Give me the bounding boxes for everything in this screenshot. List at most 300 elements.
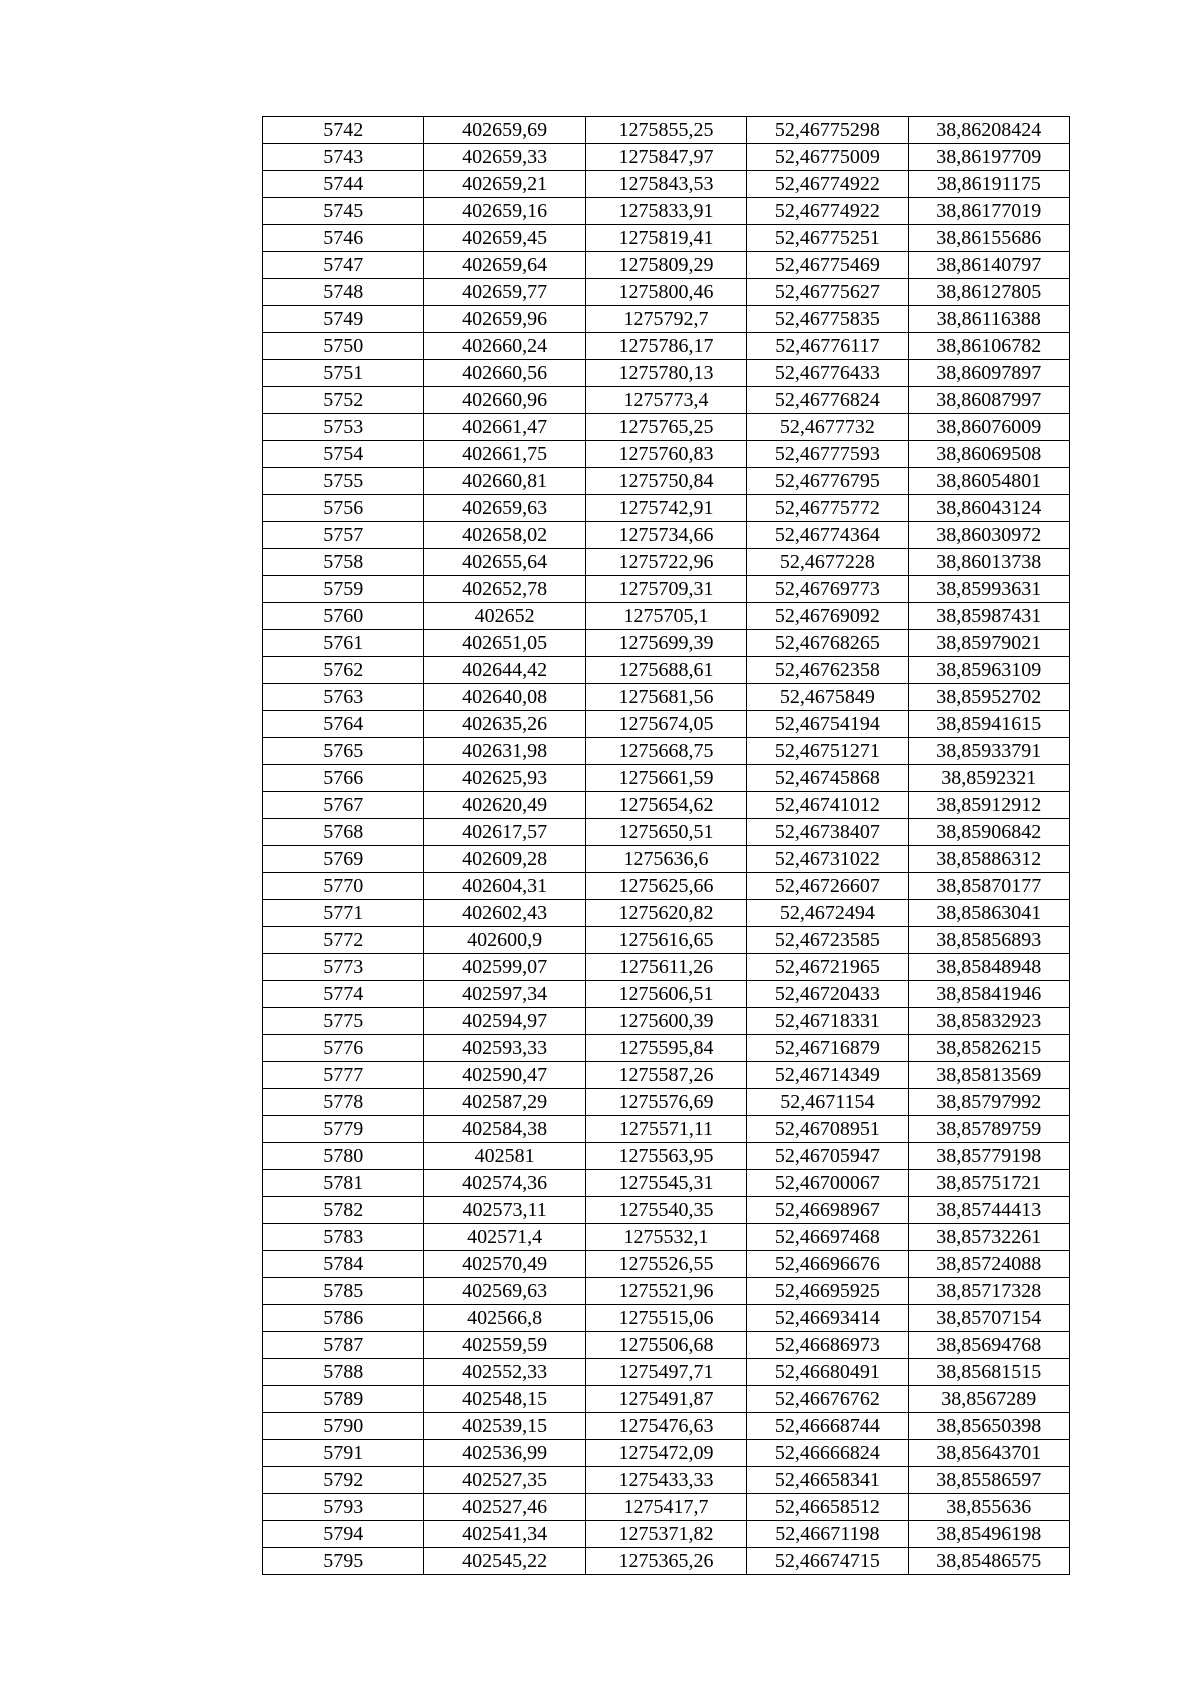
- x-coordinate-cell: 402617,57: [424, 819, 585, 846]
- table-row: [263, 1467, 1070, 1494]
- latitude-cell: 52,46668744: [747, 1413, 908, 1440]
- point-number-cell: 5794: [263, 1521, 424, 1548]
- table-row: [263, 1170, 1070, 1197]
- x-coordinate-cell: 402659,64: [424, 252, 585, 279]
- latitude-cell: 52,46676762: [747, 1386, 908, 1413]
- x-coordinate-cell: 402660,56: [424, 360, 585, 387]
- table-row: [263, 1332, 1070, 1359]
- y-coordinate-cell: 1275709,31: [585, 576, 746, 603]
- table-row: [263, 846, 1070, 873]
- latitude-cell: 52,46775627: [747, 279, 908, 306]
- point-number-cell: 5771: [263, 900, 424, 927]
- point-number-cell: 5760: [263, 603, 424, 630]
- y-coordinate-cell: 1275650,51: [585, 819, 746, 846]
- longitude-cell: 38,85694768: [908, 1332, 1069, 1359]
- table-row: [263, 630, 1070, 657]
- x-coordinate-cell: 402640,08: [424, 684, 585, 711]
- latitude-cell: 52,46720433: [747, 981, 908, 1008]
- y-coordinate-cell: 1275571,11: [585, 1116, 746, 1143]
- point-number-cell: 5747: [263, 252, 424, 279]
- longitude-cell: 38,85933791: [908, 738, 1069, 765]
- x-coordinate-cell: 402609,28: [424, 846, 585, 873]
- x-coordinate-cell: 402659,33: [424, 144, 585, 171]
- latitude-cell: 52,46693414: [747, 1305, 908, 1332]
- x-coordinate-cell: 402587,29: [424, 1089, 585, 1116]
- table-row: [263, 414, 1070, 441]
- x-coordinate-cell: 402655,64: [424, 549, 585, 576]
- point-number-cell: 5775: [263, 1008, 424, 1035]
- x-coordinate-cell: 402660,81: [424, 468, 585, 495]
- point-number-cell: 5759: [263, 576, 424, 603]
- table-row: [263, 441, 1070, 468]
- point-number-cell: 5781: [263, 1170, 424, 1197]
- longitude-cell: 38,85993631: [908, 576, 1069, 603]
- longitude-cell: 38,85724088: [908, 1251, 1069, 1278]
- point-number-cell: 5756: [263, 495, 424, 522]
- y-coordinate-cell: 1275833,91: [585, 198, 746, 225]
- table-row: [263, 1251, 1070, 1278]
- longitude-cell: 38,85732261: [908, 1224, 1069, 1251]
- x-coordinate-cell: 402631,98: [424, 738, 585, 765]
- x-coordinate-cell: 402620,49: [424, 792, 585, 819]
- table-row: [263, 1035, 1070, 1062]
- longitude-cell: 38,85650398: [908, 1413, 1069, 1440]
- table-row: [263, 1062, 1070, 1089]
- point-number-cell: 5787: [263, 1332, 424, 1359]
- point-number-cell: 5772: [263, 927, 424, 954]
- coordinates-table: [262, 116, 1070, 1575]
- y-coordinate-cell: 1275417,7: [585, 1494, 746, 1521]
- x-coordinate-cell: 402659,77: [424, 279, 585, 306]
- table-row: [263, 1197, 1070, 1224]
- y-coordinate-cell: 1275636,6: [585, 846, 746, 873]
- latitude-cell: 52,46705947: [747, 1143, 908, 1170]
- point-number-cell: 5766: [263, 765, 424, 792]
- x-coordinate-cell: 402659,69: [424, 117, 585, 144]
- longitude-cell: 38,85813569: [908, 1062, 1069, 1089]
- table-row: [263, 1305, 1070, 1332]
- x-coordinate-cell: 402659,63: [424, 495, 585, 522]
- longitude-cell: 38,85797992: [908, 1089, 1069, 1116]
- longitude-cell: 38,8567289: [908, 1386, 1069, 1413]
- latitude-cell: 52,4677228: [747, 549, 908, 576]
- x-coordinate-cell: 402658,02: [424, 522, 585, 549]
- point-number-cell: 5762: [263, 657, 424, 684]
- y-coordinate-cell: 1275819,41: [585, 225, 746, 252]
- x-coordinate-cell: 402651,05: [424, 630, 585, 657]
- point-number-cell: 5764: [263, 711, 424, 738]
- longitude-cell: 38,86069508: [908, 441, 1069, 468]
- latitude-cell: 52,46775298: [747, 117, 908, 144]
- x-coordinate-cell: 402548,15: [424, 1386, 585, 1413]
- y-coordinate-cell: 1275809,29: [585, 252, 746, 279]
- latitude-cell: 52,46696676: [747, 1251, 908, 1278]
- y-coordinate-cell: 1275433,33: [585, 1467, 746, 1494]
- y-coordinate-cell: 1275855,25: [585, 117, 746, 144]
- point-number-cell: 5793: [263, 1494, 424, 1521]
- table-row: [263, 522, 1070, 549]
- point-number-cell: 5763: [263, 684, 424, 711]
- point-number-cell: 5749: [263, 306, 424, 333]
- latitude-cell: 52,46718331: [747, 1008, 908, 1035]
- latitude-cell: 52,46769773: [747, 576, 908, 603]
- x-coordinate-cell: 402660,24: [424, 333, 585, 360]
- latitude-cell: 52,46775469: [747, 252, 908, 279]
- longitude-cell: 38,85941615: [908, 711, 1069, 738]
- table-row: [263, 1008, 1070, 1035]
- table-row: [263, 1548, 1070, 1575]
- point-number-cell: 5786: [263, 1305, 424, 1332]
- x-coordinate-cell: 402581: [424, 1143, 585, 1170]
- table-row: [263, 225, 1070, 252]
- point-number-cell: 5757: [263, 522, 424, 549]
- point-number-cell: 5777: [263, 1062, 424, 1089]
- latitude-cell: 52,46774922: [747, 198, 908, 225]
- x-coordinate-cell: 402574,36: [424, 1170, 585, 1197]
- longitude-cell: 38,86087997: [908, 387, 1069, 414]
- x-coordinate-cell: 402584,38: [424, 1116, 585, 1143]
- x-coordinate-cell: 402600,9: [424, 927, 585, 954]
- table-row: [263, 360, 1070, 387]
- y-coordinate-cell: 1275668,75: [585, 738, 746, 765]
- point-number-cell: 5785: [263, 1278, 424, 1305]
- longitude-cell: 38,85486575: [908, 1548, 1069, 1575]
- longitude-cell: 38,86043124: [908, 495, 1069, 522]
- y-coordinate-cell: 1275491,87: [585, 1386, 746, 1413]
- longitude-cell: 38,85751721: [908, 1170, 1069, 1197]
- x-coordinate-cell: 402590,47: [424, 1062, 585, 1089]
- x-coordinate-cell: 402536,99: [424, 1440, 585, 1467]
- longitude-cell: 38,85681515: [908, 1359, 1069, 1386]
- latitude-cell: 52,46745868: [747, 765, 908, 792]
- table-row: [263, 387, 1070, 414]
- latitude-cell: 52,46695925: [747, 1278, 908, 1305]
- y-coordinate-cell: 1275625,66: [585, 873, 746, 900]
- table-row: [263, 1413, 1070, 1440]
- table-row: [263, 1359, 1070, 1386]
- longitude-cell: 38,86030972: [908, 522, 1069, 549]
- latitude-cell: 52,46754194: [747, 711, 908, 738]
- y-coordinate-cell: 1275472,09: [585, 1440, 746, 1467]
- point-number-cell: 5753: [263, 414, 424, 441]
- point-number-cell: 5784: [263, 1251, 424, 1278]
- point-number-cell: 5767: [263, 792, 424, 819]
- table-row: [263, 144, 1070, 171]
- y-coordinate-cell: 1275792,7: [585, 306, 746, 333]
- y-coordinate-cell: 1275773,4: [585, 387, 746, 414]
- longitude-cell: 38,86097897: [908, 360, 1069, 387]
- latitude-cell: 52,46686973: [747, 1332, 908, 1359]
- table-row: [263, 873, 1070, 900]
- x-coordinate-cell: 402660,96: [424, 387, 585, 414]
- longitude-cell: 38,85841946: [908, 981, 1069, 1008]
- table-row: [263, 198, 1070, 225]
- longitude-cell: 38,8592321: [908, 765, 1069, 792]
- point-number-cell: 5770: [263, 873, 424, 900]
- longitude-cell: 38,85979021: [908, 630, 1069, 657]
- y-coordinate-cell: 1275734,66: [585, 522, 746, 549]
- y-coordinate-cell: 1275674,05: [585, 711, 746, 738]
- longitude-cell: 38,86140797: [908, 252, 1069, 279]
- table-row: [263, 1494, 1070, 1521]
- x-coordinate-cell: 402539,15: [424, 1413, 585, 1440]
- y-coordinate-cell: 1275587,26: [585, 1062, 746, 1089]
- longitude-cell: 38,85496198: [908, 1521, 1069, 1548]
- y-coordinate-cell: 1275616,65: [585, 927, 746, 954]
- x-coordinate-cell: 402659,16: [424, 198, 585, 225]
- y-coordinate-cell: 1275365,26: [585, 1548, 746, 1575]
- point-number-cell: 5754: [263, 441, 424, 468]
- point-number-cell: 5761: [263, 630, 424, 657]
- latitude-cell: 52,46666824: [747, 1440, 908, 1467]
- point-number-cell: 5783: [263, 1224, 424, 1251]
- latitude-cell: 52,46723585: [747, 927, 908, 954]
- longitude-cell: 38,86054801: [908, 468, 1069, 495]
- y-coordinate-cell: 1275688,61: [585, 657, 746, 684]
- longitude-cell: 38,855636: [908, 1494, 1069, 1521]
- table-row: [263, 549, 1070, 576]
- y-coordinate-cell: 1275847,97: [585, 144, 746, 171]
- table-row: [263, 306, 1070, 333]
- x-coordinate-cell: 402635,26: [424, 711, 585, 738]
- y-coordinate-cell: 1275576,69: [585, 1089, 746, 1116]
- x-coordinate-cell: 402625,93: [424, 765, 585, 792]
- y-coordinate-cell: 1275563,95: [585, 1143, 746, 1170]
- y-coordinate-cell: 1275699,39: [585, 630, 746, 657]
- latitude-cell: 52,46769092: [747, 603, 908, 630]
- point-number-cell: 5745: [263, 198, 424, 225]
- x-coordinate-cell: 402569,63: [424, 1278, 585, 1305]
- table-row: [263, 711, 1070, 738]
- longitude-cell: 38,86177019: [908, 198, 1069, 225]
- longitude-cell: 38,86208424: [908, 117, 1069, 144]
- longitude-cell: 38,85912912: [908, 792, 1069, 819]
- point-number-cell: 5744: [263, 171, 424, 198]
- y-coordinate-cell: 1275371,82: [585, 1521, 746, 1548]
- y-coordinate-cell: 1275681,56: [585, 684, 746, 711]
- x-coordinate-cell: 402661,47: [424, 414, 585, 441]
- x-coordinate-cell: 402570,49: [424, 1251, 585, 1278]
- y-coordinate-cell: 1275750,84: [585, 468, 746, 495]
- point-number-cell: 5769: [263, 846, 424, 873]
- longitude-cell: 38,85848948: [908, 954, 1069, 981]
- x-coordinate-cell: 402527,35: [424, 1467, 585, 1494]
- x-coordinate-cell: 402659,21: [424, 171, 585, 198]
- point-number-cell: 5780: [263, 1143, 424, 1170]
- y-coordinate-cell: 1275765,25: [585, 414, 746, 441]
- longitude-cell: 38,86197709: [908, 144, 1069, 171]
- table-row: [263, 603, 1070, 630]
- point-number-cell: 5751: [263, 360, 424, 387]
- longitude-cell: 38,85586597: [908, 1467, 1069, 1494]
- latitude-cell: 52,46775772: [747, 495, 908, 522]
- longitude-cell: 38,85789759: [908, 1116, 1069, 1143]
- latitude-cell: 52,46774922: [747, 171, 908, 198]
- longitude-cell: 38,86116388: [908, 306, 1069, 333]
- point-number-cell: 5779: [263, 1116, 424, 1143]
- x-coordinate-cell: 402599,07: [424, 954, 585, 981]
- point-number-cell: 5746: [263, 225, 424, 252]
- table-row: [263, 954, 1070, 981]
- latitude-cell: 52,46708951: [747, 1116, 908, 1143]
- x-coordinate-cell: 402566,8: [424, 1305, 585, 1332]
- longitude-cell: 38,85963109: [908, 657, 1069, 684]
- latitude-cell: 52,46776824: [747, 387, 908, 414]
- table-row: [263, 1143, 1070, 1170]
- latitude-cell: 52,46658341: [747, 1467, 908, 1494]
- y-coordinate-cell: 1275611,26: [585, 954, 746, 981]
- point-number-cell: 5782: [263, 1197, 424, 1224]
- latitude-cell: 52,4675849: [747, 684, 908, 711]
- table-row: [263, 576, 1070, 603]
- latitude-cell: 52,46751271: [747, 738, 908, 765]
- point-number-cell: 5773: [263, 954, 424, 981]
- longitude-cell: 38,85643701: [908, 1440, 1069, 1467]
- latitude-cell: 52,46697468: [747, 1224, 908, 1251]
- latitude-cell: 52,46774364: [747, 522, 908, 549]
- longitude-cell: 38,85779198: [908, 1143, 1069, 1170]
- longitude-cell: 38,85863041: [908, 900, 1069, 927]
- point-number-cell: 5768: [263, 819, 424, 846]
- longitude-cell: 38,85987431: [908, 603, 1069, 630]
- y-coordinate-cell: 1275476,63: [585, 1413, 746, 1440]
- table-row: [263, 1089, 1070, 1116]
- point-number-cell: 5743: [263, 144, 424, 171]
- y-coordinate-cell: 1275515,06: [585, 1305, 746, 1332]
- y-coordinate-cell: 1275780,13: [585, 360, 746, 387]
- y-coordinate-cell: 1275497,71: [585, 1359, 746, 1386]
- x-coordinate-cell: 402573,11: [424, 1197, 585, 1224]
- latitude-cell: 52,46731022: [747, 846, 908, 873]
- longitude-cell: 38,85886312: [908, 846, 1069, 873]
- coordinates-table-body: [263, 117, 1070, 1575]
- longitude-cell: 38,85952702: [908, 684, 1069, 711]
- y-coordinate-cell: 1275545,31: [585, 1170, 746, 1197]
- point-number-cell: 5752: [263, 387, 424, 414]
- table-row: [263, 495, 1070, 522]
- y-coordinate-cell: 1275760,83: [585, 441, 746, 468]
- x-coordinate-cell: 402541,34: [424, 1521, 585, 1548]
- y-coordinate-cell: 1275606,51: [585, 981, 746, 1008]
- point-number-cell: 5776: [263, 1035, 424, 1062]
- latitude-cell: 52,46741012: [747, 792, 908, 819]
- table-row: [263, 171, 1070, 198]
- point-number-cell: 5765: [263, 738, 424, 765]
- y-coordinate-cell: 1275540,35: [585, 1197, 746, 1224]
- table-row: [263, 657, 1070, 684]
- x-coordinate-cell: 402594,97: [424, 1008, 585, 1035]
- longitude-cell: 38,86076009: [908, 414, 1069, 441]
- latitude-cell: 52,46658512: [747, 1494, 908, 1521]
- y-coordinate-cell: 1275722,96: [585, 549, 746, 576]
- longitude-cell: 38,85744413: [908, 1197, 1069, 1224]
- table-row: [263, 279, 1070, 306]
- table-row: [263, 1440, 1070, 1467]
- table-row: [263, 117, 1070, 144]
- latitude-cell: 52,4677732: [747, 414, 908, 441]
- point-number-cell: 5788: [263, 1359, 424, 1386]
- latitude-cell: 52,46776117: [747, 333, 908, 360]
- y-coordinate-cell: 1275800,46: [585, 279, 746, 306]
- point-number-cell: 5748: [263, 279, 424, 306]
- latitude-cell: 52,46726607: [747, 873, 908, 900]
- latitude-cell: 52,46698967: [747, 1197, 908, 1224]
- table-row: [263, 1278, 1070, 1305]
- table-row: [263, 738, 1070, 765]
- x-coordinate-cell: 402593,33: [424, 1035, 585, 1062]
- latitude-cell: 52,46714349: [747, 1062, 908, 1089]
- x-coordinate-cell: 402652: [424, 603, 585, 630]
- x-coordinate-cell: 402652,78: [424, 576, 585, 603]
- table-row: [263, 765, 1070, 792]
- table-row: [263, 792, 1070, 819]
- latitude-cell: 52,46776433: [747, 360, 908, 387]
- y-coordinate-cell: 1275526,55: [585, 1251, 746, 1278]
- y-coordinate-cell: 1275620,82: [585, 900, 746, 927]
- longitude-cell: 38,85906842: [908, 819, 1069, 846]
- longitude-cell: 38,86013738: [908, 549, 1069, 576]
- y-coordinate-cell: 1275705,1: [585, 603, 746, 630]
- y-coordinate-cell: 1275595,84: [585, 1035, 746, 1062]
- x-coordinate-cell: 402571,4: [424, 1224, 585, 1251]
- point-number-cell: 5778: [263, 1089, 424, 1116]
- longitude-cell: 38,86155686: [908, 225, 1069, 252]
- latitude-cell: 52,46671198: [747, 1521, 908, 1548]
- x-coordinate-cell: 402602,43: [424, 900, 585, 927]
- point-number-cell: 5742: [263, 117, 424, 144]
- latitude-cell: 52,46716879: [747, 1035, 908, 1062]
- latitude-cell: 52,46700067: [747, 1170, 908, 1197]
- y-coordinate-cell: 1275532,1: [585, 1224, 746, 1251]
- y-coordinate-cell: 1275786,17: [585, 333, 746, 360]
- x-coordinate-cell: 402552,33: [424, 1359, 585, 1386]
- point-number-cell: 5790: [263, 1413, 424, 1440]
- x-coordinate-cell: 402604,31: [424, 873, 585, 900]
- latitude-cell: 52,46762358: [747, 657, 908, 684]
- longitude-cell: 38,86191175: [908, 171, 1069, 198]
- table-row: [263, 333, 1070, 360]
- y-coordinate-cell: 1275661,59: [585, 765, 746, 792]
- point-number-cell: 5791: [263, 1440, 424, 1467]
- longitude-cell: 38,86127805: [908, 279, 1069, 306]
- latitude-cell: 52,46775251: [747, 225, 908, 252]
- y-coordinate-cell: 1275506,68: [585, 1332, 746, 1359]
- point-number-cell: 5750: [263, 333, 424, 360]
- x-coordinate-cell: 402644,42: [424, 657, 585, 684]
- y-coordinate-cell: 1275654,62: [585, 792, 746, 819]
- y-coordinate-cell: 1275843,53: [585, 171, 746, 198]
- latitude-cell: 52,4672494: [747, 900, 908, 927]
- longitude-cell: 38,85717328: [908, 1278, 1069, 1305]
- table-row: [263, 1521, 1070, 1548]
- latitude-cell: 52,46738407: [747, 819, 908, 846]
- table-row: [263, 900, 1070, 927]
- latitude-cell: 52,46775835: [747, 306, 908, 333]
- table-row: [263, 684, 1070, 711]
- x-coordinate-cell: 402597,34: [424, 981, 585, 1008]
- x-coordinate-cell: 402659,96: [424, 306, 585, 333]
- latitude-cell: 52,46680491: [747, 1359, 908, 1386]
- latitude-cell: 52,4671154: [747, 1089, 908, 1116]
- y-coordinate-cell: 1275521,96: [585, 1278, 746, 1305]
- y-coordinate-cell: 1275600,39: [585, 1008, 746, 1035]
- point-number-cell: 5795: [263, 1548, 424, 1575]
- latitude-cell: 52,46775009: [747, 144, 908, 171]
- x-coordinate-cell: 402559,59: [424, 1332, 585, 1359]
- longitude-cell: 38,85856893: [908, 927, 1069, 954]
- latitude-cell: 52,46776795: [747, 468, 908, 495]
- x-coordinate-cell: 402527,46: [424, 1494, 585, 1521]
